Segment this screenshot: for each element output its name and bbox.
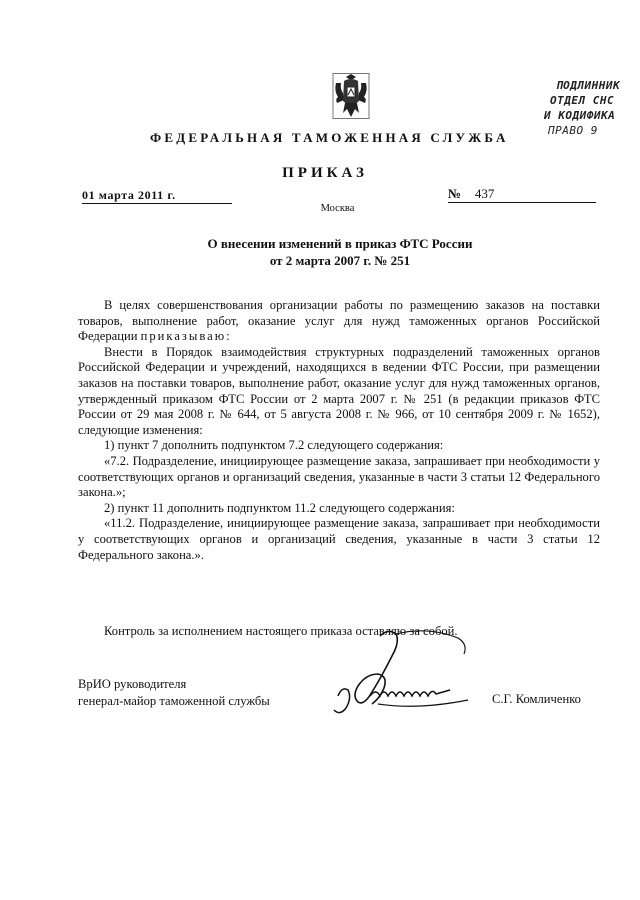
title-line-2: от 2 марта 2007 г. № 251 — [269, 253, 411, 268]
body-paragraph-4: «7.2. Подразделение, инициирующее размещение заказа, запрашивает при необходимости у соответствующих органов и организаций сведения, указанные в части 3 статьи 12 Федерального закона.»; — [78, 453, 600, 500]
body-paragraph-1 — [78, 298, 600, 345]
signer-position-line-1: ВрИО руководителя — [78, 677, 187, 691]
order-number-label: № — [448, 186, 462, 201]
preamble-text: В целях совершенствования организации работы по размещению заказов на поставки товаров, выполнение работ, оказание услуг для нужд таможенных органов Российской Федерации — [78, 298, 600, 344]
stamp-line-4: ПРАВО 9 — [548, 124, 598, 137]
document-body — [78, 298, 600, 563]
control-clause: Контроль за исполнением настоящего приказа оставляю за собой. — [104, 624, 458, 638]
document-title — [0, 235, 640, 269]
body-paragraph-3: 1) пункт 7 дополнить подпунктом 7.2 следующего содержания: — [104, 438, 444, 453]
stamp-line-1: ПОДЛИННИК — [556, 79, 621, 92]
order-city: Москва — [320, 203, 355, 214]
coat-of-arms-icon — [332, 73, 370, 119]
order-date: 01 марта 2011 г. — [82, 188, 232, 204]
agency-name: ФЕДЕРАЛЬНАЯ ТАМОЖЕННАЯ СЛУЖБА — [150, 130, 509, 145]
archive-stamp — [538, 78, 638, 138]
stamp-line-3: И КОДИФИКА — [544, 109, 616, 122]
signer-position-line-2: генерал-майор таможенной службы — [78, 694, 270, 708]
order-word: приказываю: — [140, 329, 232, 344]
body-paragraph-5: 2) пункт 11 дополнить подпунктом 11.2 следующего содержания: — [104, 500, 455, 515]
handwritten-signature — [318, 626, 488, 722]
order-number — [448, 186, 596, 203]
body-paragraph-2: Внести в Порядок взаимодействия структурных подразделений таможенных органов Российской Федерации и учреждений, находящихся в ведении ФТС России, при размещении заказов на поставки товаров, выполнение работ, оказание услуг для нужд таможенных органов, утвержденный приказом ФТС России от 2 марта 2007 г. № 251 (в редакции приказов ФТС России от 29 мая 2008 г. № 644, от 5 августа 2008 г. № 966, от 10 сентября 2009 г. № 1652), следующие изменения: — [78, 344, 600, 437]
body-paragraph-6: «11.2. Подразделение, инициирующее размещение заказа, запрашивает при необходимости у соответствующих органов и организаций сведения, указанные в части 3 статьи 12 Федерального закона.». — [78, 516, 600, 562]
signer-name: С.Г. Комличенко — [492, 692, 581, 706]
signer-position — [78, 676, 270, 710]
document-type: ПРИКАЗ — [282, 165, 368, 181]
order-number-value: 437 — [474, 186, 495, 201]
title-line-1: О внесении изменений в приказ ФТС России — [207, 236, 473, 251]
stamp-line-2: ОТДЕЛ СНС — [550, 94, 615, 107]
